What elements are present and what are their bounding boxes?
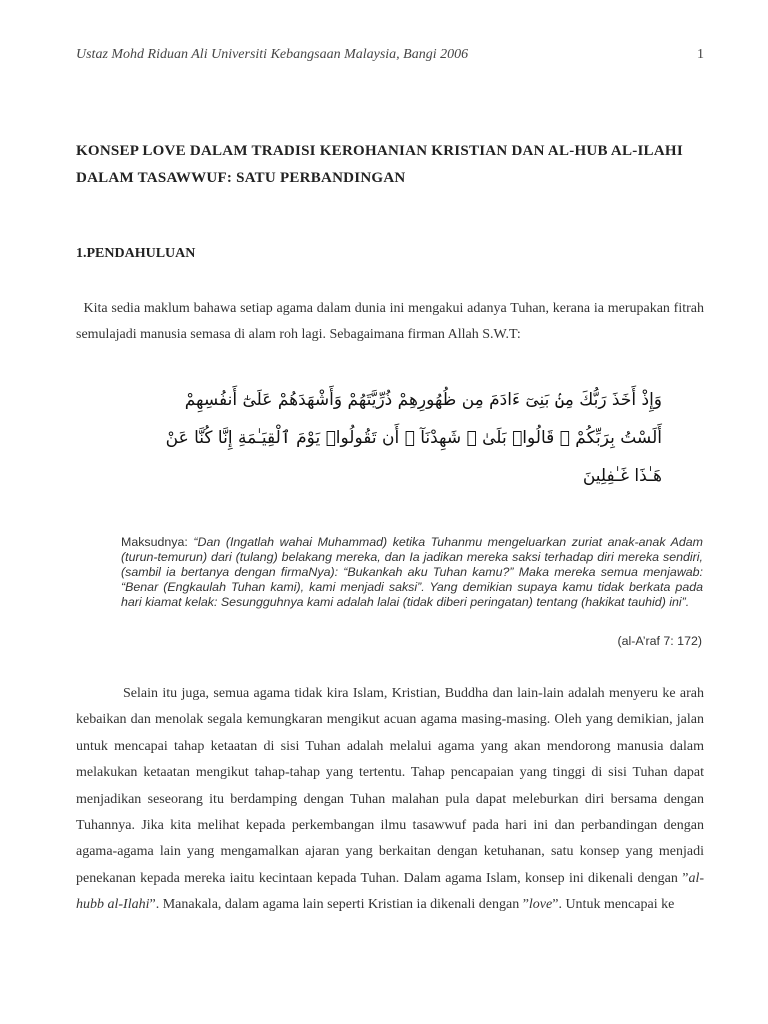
page-number: 1 <box>697 47 704 62</box>
intro-paragraph <box>76 296 704 348</box>
translation-label: Maksudnya: <box>121 535 188 549</box>
body-text-part1: Selain itu juga, semua agama tidak kira Islam, Kristian, Buddha dan lain-lain adalah menyeru ke arah kebaikan dan menolak segala kemungkaran mengikut acuan agama masing-masing. Oleh yang demikian, jalan untuk mencapai tahap ketaatan di sisi Tuhan adalah melalui agama yang akan mendorong manusia dalam melakukan ketaatan mengikut tahap-tahap yang tertentu. Tahap pencapaian yang tinggi di sisi Tuhan dapat menjadikan seseorang itu berdamping dengan Tuhan malahan pula dapat meleburkan diri bersama dengan Tuhannya. Jika kita melihat kepada perkembangan ilmu tasawwuf pada hari ini dan perbandingan dengan agama-agama lain yang mengamalkan ajaran yang berkaitan dengan ketuhanan, satu konsep yang menjadi penekanan kepada mereka iaitu kecintaan kepada Tuhan. Dalam agama Islam, konsep ini dikenali dengan ” <box>76 686 704 886</box>
body-text-part3: ”. Untuk mencapai ke <box>552 897 675 913</box>
section-heading: 1.PENDAHULUAN <box>76 246 196 261</box>
term-love: love <box>528 897 553 913</box>
verse-citation: (al-A’raf 7: 172) <box>617 634 702 648</box>
document-title: KONSEP LOVE DALAM TRADISI KEROHANIAN KRISTIAN DAN AL-HUB AL-ILAHI DALAM TASAWWUF: SATU PERBANDINGAN <box>76 143 683 186</box>
term-al-hubb-al-ilahi: al-hubb al-Ilahi <box>76 870 704 913</box>
intro-paragraph-text: Kita sedia maklum bahawa setiap agama dalam dunia ini mengakui adanya Tuhan, kerana ia merupakan fitrah semulajadi manusia semasa di alam roh lagi. Sebagaimana firman Allah S.W.T: <box>76 301 705 342</box>
body-text-part2: ”. Manakala, dalam agama lain seperti Kristian ia dikenali dengan ” <box>149 897 529 913</box>
translation-text: “Dan (Ingatlah wahai Muhammad) ketika Tuhanmu mengeluarkan zuriat anak-anak Adam (turun-temurun) dari (tulang) belakang mereka, dan Ia jadikan mereka saksi terhadap diri mereka sendiri, (sambil ia bertanya dengan firmaNya): “Bukankah aku Tuhan kamu?” Maka mereka semua menjawab: “Benar (Engkaulah Tuhan kami), kami menjadi saksi”. Yang demikian supaya kamu tidak berkata pada hari kiamat kelak: Sesungguhnya kami adalah lalai (tidak diberi peringatan) tentang (hakikat tauhid) ini”. <box>121 535 703 609</box>
body-paragraph <box>76 681 704 919</box>
arabic-verse: وَإِذْ أَخَذَ رَبُّكَ مِنۢ بَنِىٓ ءَادَمَ مِن ظُهُورِهِمْ ذُرِّيَّتَهُمْ وَأَشْهَدَهُمْ عَلَىٰٓ أَنفُسِهِمْ أَلَسْتُ بِرَبِّكُمْ ۖ قَالُوا۟ بَلَىٰ ۛ شَهِدْنَآ ۛ أَن تَقُولُوا۟ يَوْمَ ٱلْقِيَـٰمَةِ إِنَّا كُنَّا عَنْ هَـٰذَا غَـٰفِلِينَ <box>165 390 662 486</box>
running-header: Ustaz Mohd Riduan Ali Universiti Kebangsaan Malaysia, Bangi 2006 <box>76 47 469 62</box>
verse-translation <box>121 535 703 610</box>
